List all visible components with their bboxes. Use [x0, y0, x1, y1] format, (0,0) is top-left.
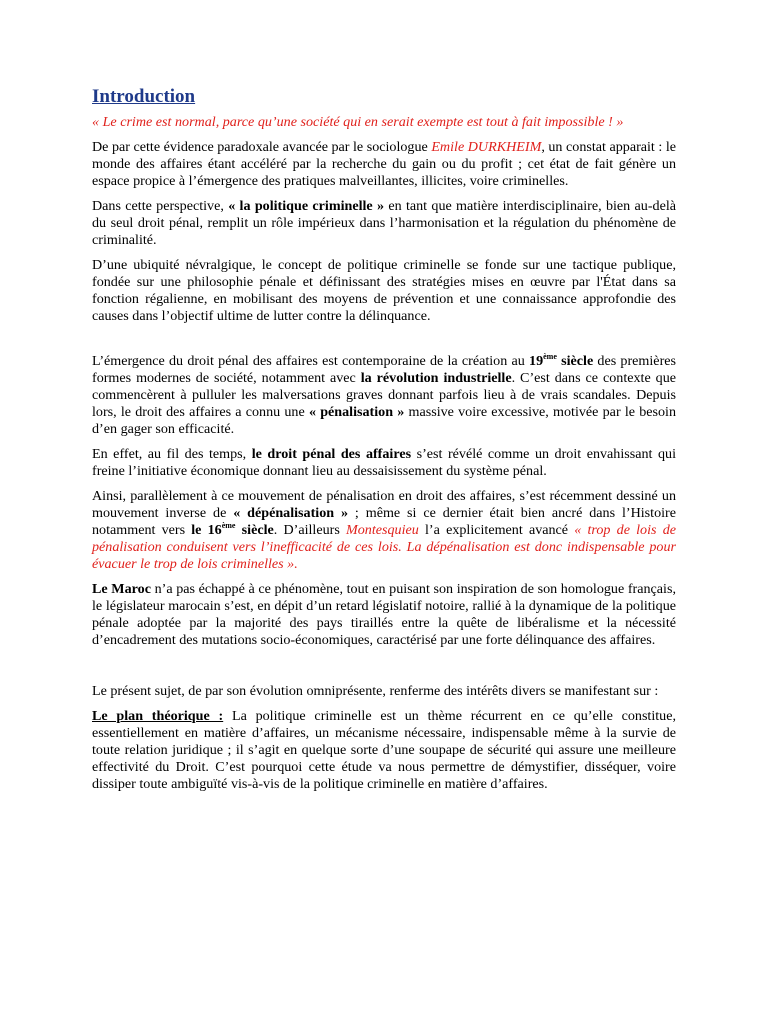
paragraph-3: D’une ubiquité névralgique, le concept de politique criminelle se fonde sur une tactique publique, fondée sur une philosophie pénale et définissant des stratégies mises en œuvre par l'État dans sa fonction régalienne, en mobilisant des moyens de prévention et une connaissance approfondie des causes dans l’objectif ultime de lutter contre la délinquance. [92, 257, 676, 324]
author-montesquieu: Montesquieu [346, 522, 419, 538]
spacer [92, 333, 676, 353]
subheading-plan-theorique: Le plan théorique : [92, 708, 224, 724]
paragraph-5: En effet, au fil des temps, le droit pénal des affaires s’est révélé comme un droit envahissant qui freine l’initiative économique donnant lieu au dessaisissement du système pénal. [92, 446, 676, 479]
paragraph-6: Ainsi, parallèlement à ce mouvement de pénalisation en droit des affaires, s’est récemment dessiné un mouvement inverse de « dépénalisation » ; même si ce dernier était bien ancré dans l’Histoire notamment vers le 16ème siècle. D’ailleurs Montesquieu l’a explicitement avancé « trop de lois de pénalisation conduisent vers l’inefficacité de ces lois. La dépénalisation est donc indispensable pour évacuer le trop de lois criminelles ». [92, 488, 676, 572]
paragraph-7: Le Maroc n’a pas échappé à ce phénomène, tout en puisant son inspiration de son homologue français, le législateur marocain s’est, en dépit d’un retard législatif notoire, rallié à la dynamique de la politique pénale adoptée par la majorité des pays tiraillés entre la quête de libéralisme et la nécessité d’encadrement des mutations socio-économiques, caractérisé par une forte délinquance des affaires. [92, 581, 676, 648]
section-title: Introduction [92, 86, 196, 107]
author-durkheim: Emile DURKHEIM [431, 139, 542, 155]
document-body [92, 86, 676, 801]
paragraph-2: Dans cette perspective, « la politique criminelle » en tant que matière interdisciplinaire, bien au-delà du seul droit pénal, remplit un rôle impérieux dans l’harmonisation et la régulation du phénomène de criminalité. [92, 198, 676, 248]
montesquieu-quote: « trop de lois de pénalisation conduisent vers l’inefficacité de ces lois. La dépénalisation est donc indispensable pour évacuer le trop de lois criminelles ». [92, 522, 676, 572]
paragraph-8: Le présent sujet, de par son évolution omniprésente, renferme des intérêts divers se manifestant sur : [92, 683, 659, 699]
paragraph-9: Le plan théorique : La politique criminelle est un thème récurrent en ce qu’elle constitue, essentiellement en matière d’affaires, un mécanisme nécessaire, indispensable même à la survie de toute relation juridique ; il s’agit en quelque sorte d’une soupape de sécurité qui assure une meilleure effectivité du Droit. C’est pourquoi cette étude va nous permettre de démystifier, disséquer, voire dissiper toute ambiguïté vis-à-vis de la politique criminelle en matière d’affaires. [92, 708, 676, 792]
epigraph-quote: « Le crime est normal, parce qu’une société qui en serait exempte est tout à fait impossible ! » [92, 114, 624, 130]
paragraph-1: De par cette évidence paradoxale avancée par le sociologue Emile DURKHEIM, un constat apparait : le monde des affaires étant accéléré par la recherche du gain ou du profit ; cet état de fait génère un espace propice à l’émergence des pratiques malveillantes, illicites, voire criminelles. [92, 139, 677, 189]
paragraph-4: L’émergence du droit pénal des affaires est contemporaine de la création au 19ème siècle des premières formes modernes de société, notamment avec la révolution industrielle. C’est dans ce contexte que commencèrent à pulluler les malversations graves donnant parfois lieu à de vrais scandales. Depuis lors, le droit des affaires a connu une « pénalisation » massive voire excessive, motivée par le besoin d’en gager son efficacité. [92, 352, 677, 437]
spacer [92, 657, 676, 683]
